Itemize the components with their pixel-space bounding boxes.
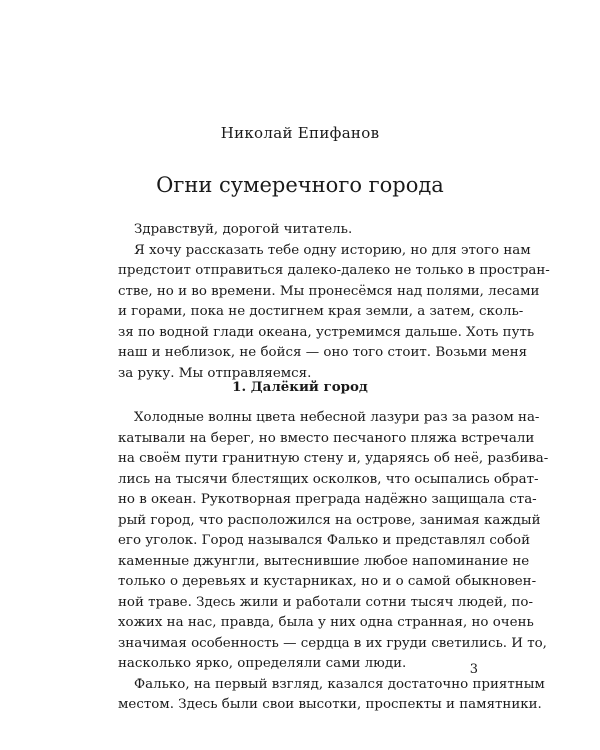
text-line: наш и неблизок, не бойся — оно того стоит. Возьми меня: [118, 345, 528, 360]
text-line: значимая особенность — сердца в их груди светились. И то,: [118, 635, 547, 651]
text-line: Я хочу рассказать тебе одну историю, но для этого нам: [134, 242, 531, 258]
page-number: 3: [469, 662, 478, 677]
text-line: лись на тысячи блестящих осколков, что осыпались обрат-: [118, 471, 539, 487]
text-line: на своём пути гранитную стену и, ударяясь об неё, разбива-: [118, 451, 549, 466]
text-line: его уголок. Город назывался Фалько и представлял собой: [118, 533, 531, 548]
book-title: Огни сумеречного города: [156, 173, 444, 197]
text-line: Фалько, на первый взгляд, казался достаточно приятным: [134, 676, 545, 692]
text-line: зя по водной глади океана, устремимся дальше. Хоть путь: [118, 324, 535, 340]
text-line: насколько ярко, определяли сами люди.: [118, 656, 407, 671]
text-line: и горами, пока не достигнем края земли, а затем, сколь-: [118, 304, 524, 319]
text-line: ной траве. Здесь жили и работали сотни тысяч людей, по-: [118, 594, 534, 610]
text-line: предстоит отправиться далеко-далеко не только в простран-: [118, 263, 550, 278]
text-line: каменные джунгли, вытеснившие любое напоминание не: [118, 553, 530, 569]
text-line: но в океан. Рукотворная преграда надёжно защищала ста-: [118, 492, 537, 507]
text-line: стве, но и во времени. Мы пронесёмся над полями, лесами: [118, 283, 540, 299]
author-name: Николай Епифанов: [220, 124, 380, 142]
text-line: только о деревьях и кустарниках, но и о самой обыкновен-: [118, 574, 537, 589]
text-line: Холодные волны цвета небесной лазури раз за разом на-: [134, 410, 540, 425]
chapter-text: [118, 408, 549, 716]
text-line: местом. Здесь были свои высотки, проспекты и памятники.: [118, 697, 542, 712]
text-line: хожих на нас, правда, была у них одна странная, но очень: [118, 615, 534, 630]
chapter-heading: 1. Далёкий город: [232, 379, 368, 395]
intro-text: [118, 220, 550, 384]
text-line: рый город, что расположился на острове, занимая каждый: [118, 512, 541, 528]
text-line: Здравствуй, дорогой читатель.: [134, 222, 353, 237]
text-line: катывали на берег, но вместо песчаного пляжа встречали: [118, 430, 535, 446]
text-line: за руку. Мы отправляемся.: [118, 365, 312, 381]
